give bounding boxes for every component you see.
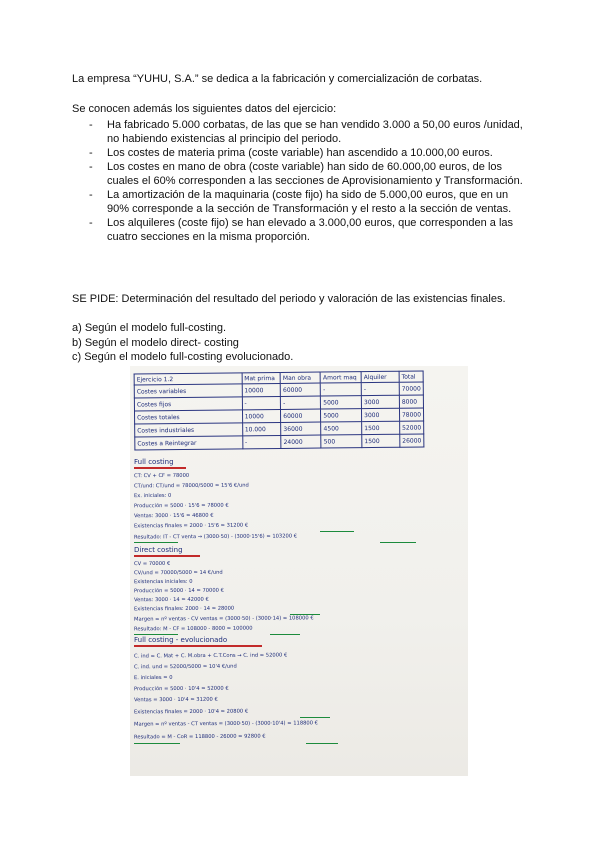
lead-paragraph: Se conocen además los siguientes datos del ejercicio:	[72, 103, 337, 115]
handwritten-cost-table	[134, 370, 425, 450]
table-row: Costes totales 10000 60000 5000 3000 78000	[134, 408, 423, 424]
full-costing-title: Full costing	[134, 458, 174, 466]
table-row: Costes fijos - - 5000 3000 8000	[134, 395, 423, 411]
questions-list	[72, 321, 293, 365]
handwritten-line: CT: CV + CF = 78000	[133, 472, 190, 480]
bullet-item: - Los costes en mano de obra (coste variable) han sido de 60.000,00 euros, de los cuales el 60% corresponden a las secciones de Aprovisionamiento y Transformación.	[89, 161, 523, 187]
bullet-item: - La amortización de la maquinaria (coste fijo) ha sido de 5.000,00 euros, que en un 90% corresponde a la sección de Transformación y el resto a la sección de ventas.	[89, 189, 512, 215]
header-cell: Total	[399, 371, 423, 382]
green-underline	[134, 542, 178, 543]
bullet-item: - Los costes de materia prima (coste variable) han ascendido a 10.000,00 euros.	[89, 147, 493, 159]
green-underline	[300, 717, 330, 718]
intro-paragraph: La empresa “YUHU, S.A.” se dedica a la fabricación y comercialización de corbatas.	[72, 73, 483, 85]
handwritten-line: Existencias finales = 2000 · 10'4 = 20800 €	[133, 708, 249, 716]
red-underline	[134, 555, 200, 557]
handwritten-line: E. iniciales = 0	[133, 674, 173, 682]
handwritten-line: Resultado = M - CoR = 118800 - 26000 = 92800 €	[133, 733, 266, 741]
table-row: Costes a Reintegrar - 24000 500 1500 26000	[135, 434, 424, 450]
header-cell: Mat prima	[242, 372, 281, 383]
handwritten-line: Existencias finales: 2000 · 14 = 28000	[133, 605, 235, 613]
bullet-item: - Los alquileres (coste fijo) se han elevado a 3.000,00 euros, que corresponden a las cuatro secciones en la misma proporción.	[89, 217, 514, 243]
handwritten-line: Existencias iniciales: 0	[133, 578, 193, 586]
red-underline	[134, 467, 186, 469]
full-costing-evolucionado-title: Full costing - evolucionado	[134, 636, 228, 644]
header-cell: Amort maq	[320, 372, 361, 383]
handwritten-line: Ventas: 3000 · 14 = 42000 €	[133, 596, 209, 604]
direct-costing-title: Direct costing	[134, 546, 183, 554]
table-row: Costes variables 10000 60000 - - 70000	[134, 382, 423, 398]
handwritten-line: Resultado: M - CF = 108000 - 8000 = 100000	[133, 625, 253, 633]
handwritten-line: Ventas = 3000 · 10'4 = 31200 €	[133, 696, 218, 704]
handwritten-line: CV = 70000 €	[133, 560, 171, 568]
handwritten-line: Producción = 5000 · 14 = 70000 €	[133, 587, 224, 595]
question-item: a) Según el modelo full-costing.	[72, 322, 227, 334]
handwritten-line: C. ind = C. Mat + C. M.obra + C.T.Cons → C. ind = 52000 €	[133, 652, 288, 660]
green-underline	[320, 531, 354, 532]
green-underline	[134, 634, 178, 635]
green-underline	[270, 634, 300, 635]
handwritten-solution-photo	[130, 366, 468, 776]
green-underline	[306, 743, 338, 744]
handwritten-line: Existencias finales = 2000 · 15'6 = 31200 €	[133, 522, 249, 530]
handwritten-line: CT/und: CT/und = 78000/5000 = 15'6 €/und	[133, 482, 249, 490]
handwritten-line: Resultado: IT - CT venta → (3000·50) - (3000·15'6) = 103200 €	[133, 533, 298, 541]
question-item: c) Según el modelo full-costing evolucionado.	[72, 351, 294, 363]
bullet-item: - Ha fabricado 5.000 corbatas, de las que se han vendido 3.000 a 50,00 euros /unidad, no habiendo existencias al principio del periodo.	[89, 119, 523, 145]
header-cell: Ejercicio 1.2	[134, 373, 242, 385]
green-underline	[380, 542, 416, 543]
se-pide-heading: SE PIDE: Determinación del resultado del periodo y valoración de las existencias finales.	[72, 293, 506, 305]
handwritten-line: CV/und = 70000/5000 = 14 €/und	[133, 569, 223, 577]
handwritten-line: Producción = 5000 · 10'4 = 52000 €	[133, 685, 229, 693]
handwritten-line: Margen = nº ventas - CV ventas = (3000·50) - (3000·14) = 108000 €	[133, 615, 314, 623]
red-underline	[134, 645, 262, 647]
table-row: Costes industriales 10.000 36000 4500 1500 52000	[135, 421, 424, 437]
handwritten-line: Producción = 5000 · 15'6 = 78000 €	[133, 502, 229, 510]
handwritten-line: Margen = nº ventas - CT ventas = (3000·50) - (3000·10'4) = 118800 €	[133, 720, 318, 728]
handwritten-line: Ex. iniciales: 0	[133, 492, 172, 500]
header-cell: Alquiler	[361, 371, 399, 382]
header-cell: Man obra	[280, 372, 320, 383]
handwritten-line: C. ind. und = 52000/5000 = 10'4 €/und	[133, 663, 237, 671]
green-underline	[134, 743, 180, 744]
handwritten-line: Ventas: 3000 · 15'6 = 46800 €	[133, 512, 214, 520]
question-item: b) Según el modelo direct- costing	[72, 336, 239, 349]
data-bullet-list	[72, 118, 532, 244]
